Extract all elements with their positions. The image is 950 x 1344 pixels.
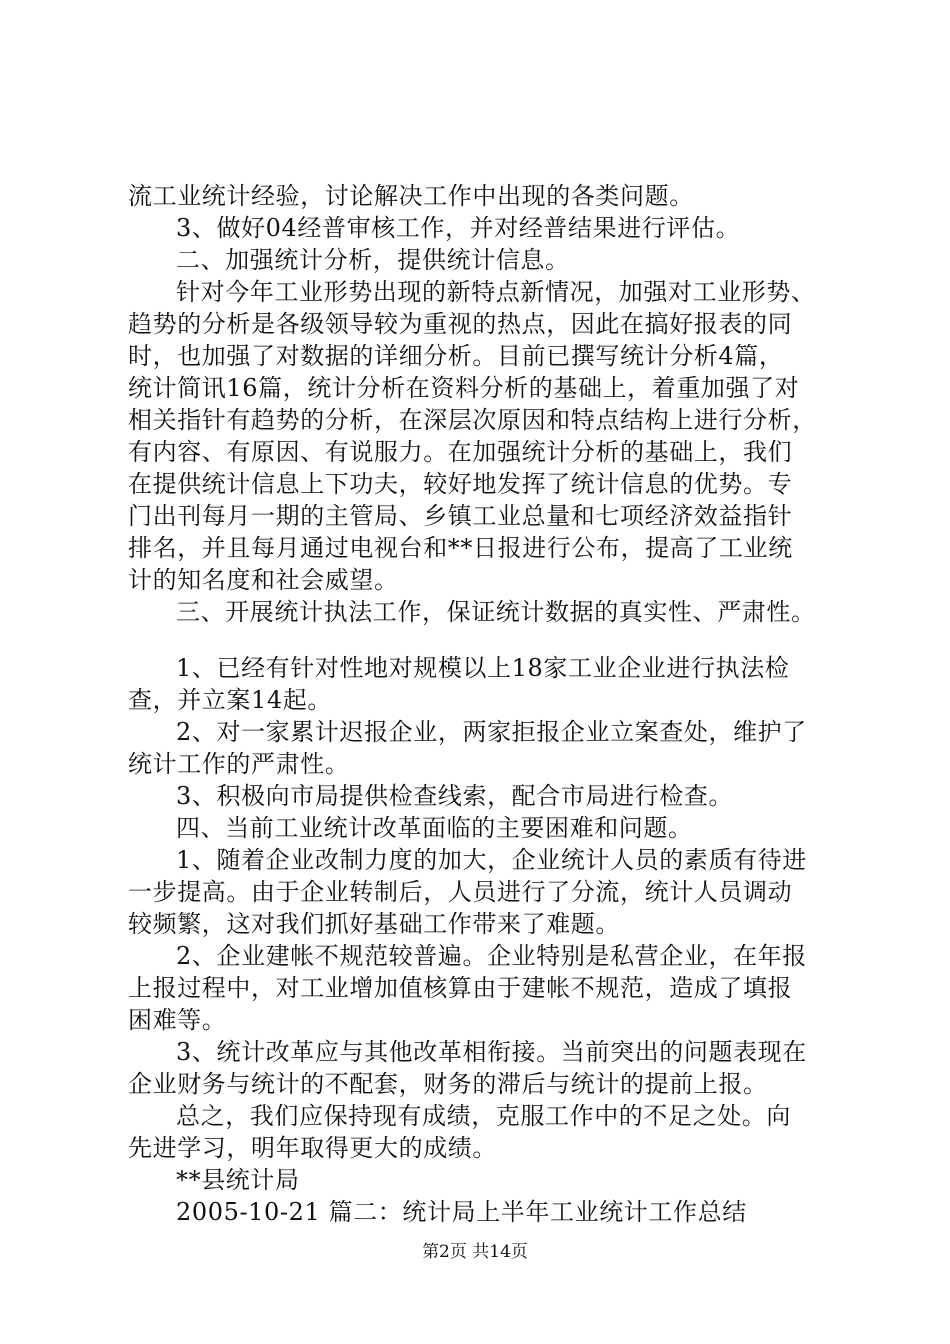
- body-line: 趋势的分析是各级领导较为重视的热点，因此在搞好报表的同: [128, 310, 793, 338]
- body-line: 2、对一家累计迟报企业，两家拒报企业立案查处，维护了: [176, 718, 807, 746]
- section-heading: 四、当前工业统计改革面临的主要困难和问题。: [176, 814, 693, 842]
- body-line: 统计简讯16篇，统计分析在资料分析的基础上，着重加强了对: [128, 374, 800, 402]
- body-line: 2、企业建帐不规范较普遍。企业特别是私营企业，在年报: [176, 942, 807, 970]
- body-line: 有内容、有原因、有说服力。在加强统计分析的基础上，我们: [128, 438, 793, 466]
- body-line: 先进学习，明年取得更大的成绩。: [128, 1134, 497, 1162]
- body-line: 排名，并且每月通过电视台和**日报进行公布，提高了工业统: [128, 534, 793, 562]
- body-line: 企业财务与统计的不配套，财务的滞后与统计的提前上报。: [128, 1070, 768, 1098]
- body-line: 一步提高。由于企业转制后，人员进行了分流，统计人员调动: [128, 878, 793, 906]
- section-heading: 二、加强统计分析，提供统计信息。: [176, 246, 570, 274]
- body-line: 总之，我们应保持现有成绩，克服工作中的不足之处。向: [176, 1102, 791, 1130]
- body-line: 1、已经有针对性地对规模以上18家工业企业进行执法检: [176, 654, 790, 682]
- body-line: 统计工作的严肃性。: [128, 750, 350, 778]
- body-line: 门出刊每月一期的主管局、乡镇工业总量和七项经济效益指针: [128, 502, 793, 530]
- body-line: 查，并立案14起。: [128, 686, 332, 714]
- signature-line: **县统计局: [176, 1166, 300, 1194]
- date-line: 2005-10-21 篇二：统计局上半年工业统计工作总结: [176, 1198, 747, 1226]
- body-line: 困难等。: [128, 1006, 227, 1034]
- body-line: 流工业统计经验，讨论解决工作中出现的各类问题。: [128, 182, 694, 210]
- body-line: 相关指针有趋势的分析，在深层次原因和特点结构上进行分析，: [128, 406, 817, 434]
- section-heading: 三、开展统计执法工作，保证统计数据的真实性、严肃性。: [176, 598, 816, 626]
- body-line: 较频繁，这对我们抓好基础工作带来了难题。: [128, 910, 620, 938]
- body-line: 针对今年工业形势出现的新特点新情况，加强对工业形势、: [176, 278, 816, 306]
- body-line: 在提供统计信息上下功夫，较好地发挥了统计信息的优势。专: [128, 470, 793, 498]
- body-line: 上报过程中，对工业增加值核算由于建帐不规范，造成了填报: [128, 974, 793, 1002]
- body-line: 3、积极向市局提供检查线索，配合市局进行检查。: [176, 782, 734, 810]
- body-line: 时，也加强了对数据的详细分析。目前已撰写统计分析4篇，: [128, 342, 784, 370]
- body-line: 1、随着企业改制力度的加大，企业统计人员的素质有待进: [176, 846, 807, 874]
- body-line: 3、做好04经普审核工作，并对经普结果进行评估。: [176, 214, 741, 242]
- body-line: 计的知名度和社会威望。: [128, 566, 399, 594]
- body-line: 3、统计改革应与其他改革相衔接。当前突出的问题表现在: [176, 1038, 807, 1066]
- page-footer: 第2页 共14页: [422, 1242, 528, 1262]
